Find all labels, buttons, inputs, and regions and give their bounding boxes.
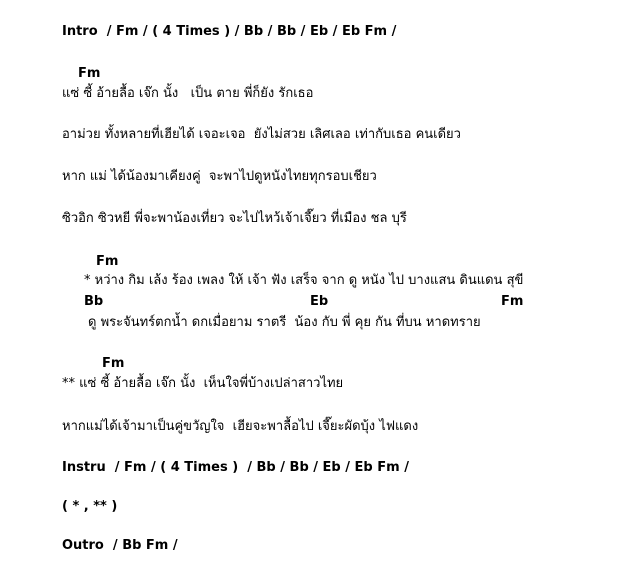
- lyric-line-3: หาก แม่ ได้น้องมาเคียงคู่ จะพาไปดูหนังไทยทุกรอบเชียว: [62, 169, 377, 184]
- outro-line: Outro / Bb Fm /: [62, 538, 178, 553]
- lyric-line-5: * หว่าง กิม เล้ง ร้อง เพลง ให้ เจ้า ฟัง เสร็จ จาก ดู หนัง ไป บางแสน ดินแดน สุขี: [84, 273, 524, 288]
- intro-line: Intro / Fm / ( 4 Times ) / Bb / Bb / Eb / Eb Fm /: [62, 24, 397, 39]
- lyric-line-1: แซ่ ซี้ อ้ายลื้อ เจ๊ก นั้ง เป็น ตาย พี่ก็ยัง รักเธอ: [62, 86, 314, 101]
- repeat-line: ( * , ** ): [62, 499, 118, 514]
- lyric-line-2: อาม่วย ทั้งหลายที่เฮียได้ เจอะเจอ ยังไม่สวย เลิศเลอ เท่ากับเธอ คนเดียว: [62, 127, 461, 142]
- chord-bb: Bb: [84, 294, 104, 309]
- lyric-line-6: ดู พระจันทร์ตกน้ำ ดกเมื่อยาม ราตรี น้อง กับ พี่ คุย กัน ที่บน หาดทราย: [88, 315, 481, 330]
- instru-line: Instru / Fm / ( 4 Times ) / Bb / Bb / Eb / Eb Fm /: [62, 460, 409, 475]
- lyric-line-4: ซิวอิก ซิวหยี พี่จะพาน้องเที่ยว จะไปไหว้เจ้าเจี๊ยว ที่เมือง ชล บุรี: [62, 211, 407, 226]
- chord-fm: Fm: [501, 294, 524, 309]
- lyric-line-8: หากแม่ได้เจ้ามาเป็นคู่ขวัญใจ เฮียจะพาลื้อไป เจี๊ยะผัดบุ้ง ไฟแดง: [62, 419, 419, 434]
- chord-line-4: Fm: [102, 356, 125, 371]
- chord-eb: Eb: [310, 294, 329, 309]
- chord-line-1: Fm: [78, 66, 101, 81]
- chord-line-2: Fm: [96, 254, 119, 269]
- lyric-line-7: ** แซ่ ซี้ อ้ายลื้อ เจ๊ก นั้ง เห็นใจพี่บ้างเปล่าสาวไทย: [62, 376, 344, 391]
